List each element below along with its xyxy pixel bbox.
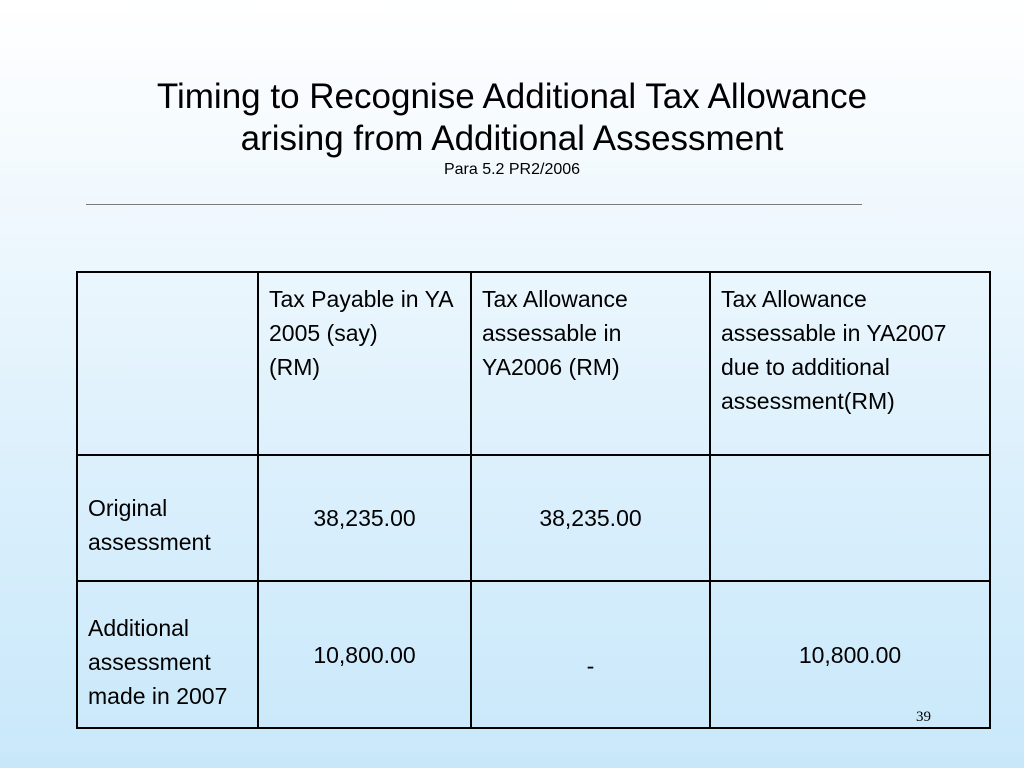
cell-allowance-2006 — [471, 581, 710, 728]
cell-allowance-2007 — [710, 455, 990, 581]
cell-tax-payable: 10,800.00 — [258, 581, 471, 728]
slide-number: 39 — [916, 709, 931, 725]
slide-subtitle: Para 5.2 PR2/2006 — [443, 161, 581, 178]
cell-tax-payable: 38,235.00 — [258, 455, 471, 581]
tax-allowance-table — [76, 271, 991, 729]
table-row — [77, 455, 990, 581]
cell-allowance-2007: 10,800.00 — [710, 581, 990, 728]
header-tax-payable-text: Tax Payable in YA 2005 (say) — [269, 286, 453, 346]
cell-allowance-2006: 38,235.00 — [471, 455, 710, 581]
header-cell-allowance-2006: Tax Allowance assessable in YA2006 (RM) — [471, 272, 710, 455]
slide-title-line-1: Timing to Recognise Additional Tax Allowance — [156, 77, 868, 116]
header-cell-empty — [77, 272, 258, 455]
header-tax-payable-unit: (RM) — [269, 354, 321, 380]
row-label: Additional assessment made in 2007 — [77, 581, 258, 728]
row-label: Original assessment — [77, 455, 258, 581]
cell-allowance-2006-value: - — [586, 652, 595, 679]
slide-title-line-2: arising from Additional Assessment — [240, 119, 784, 158]
table-row — [77, 581, 990, 728]
header-cell-allowance-2007: Tax Allowance assessable in YA2007 due to additional assessment(RM) — [710, 272, 990, 455]
header-cell-tax-payable — [258, 272, 471, 455]
title-divider — [86, 204, 862, 205]
table-header-row — [77, 272, 990, 455]
slide-title-block — [0, 76, 1024, 180]
